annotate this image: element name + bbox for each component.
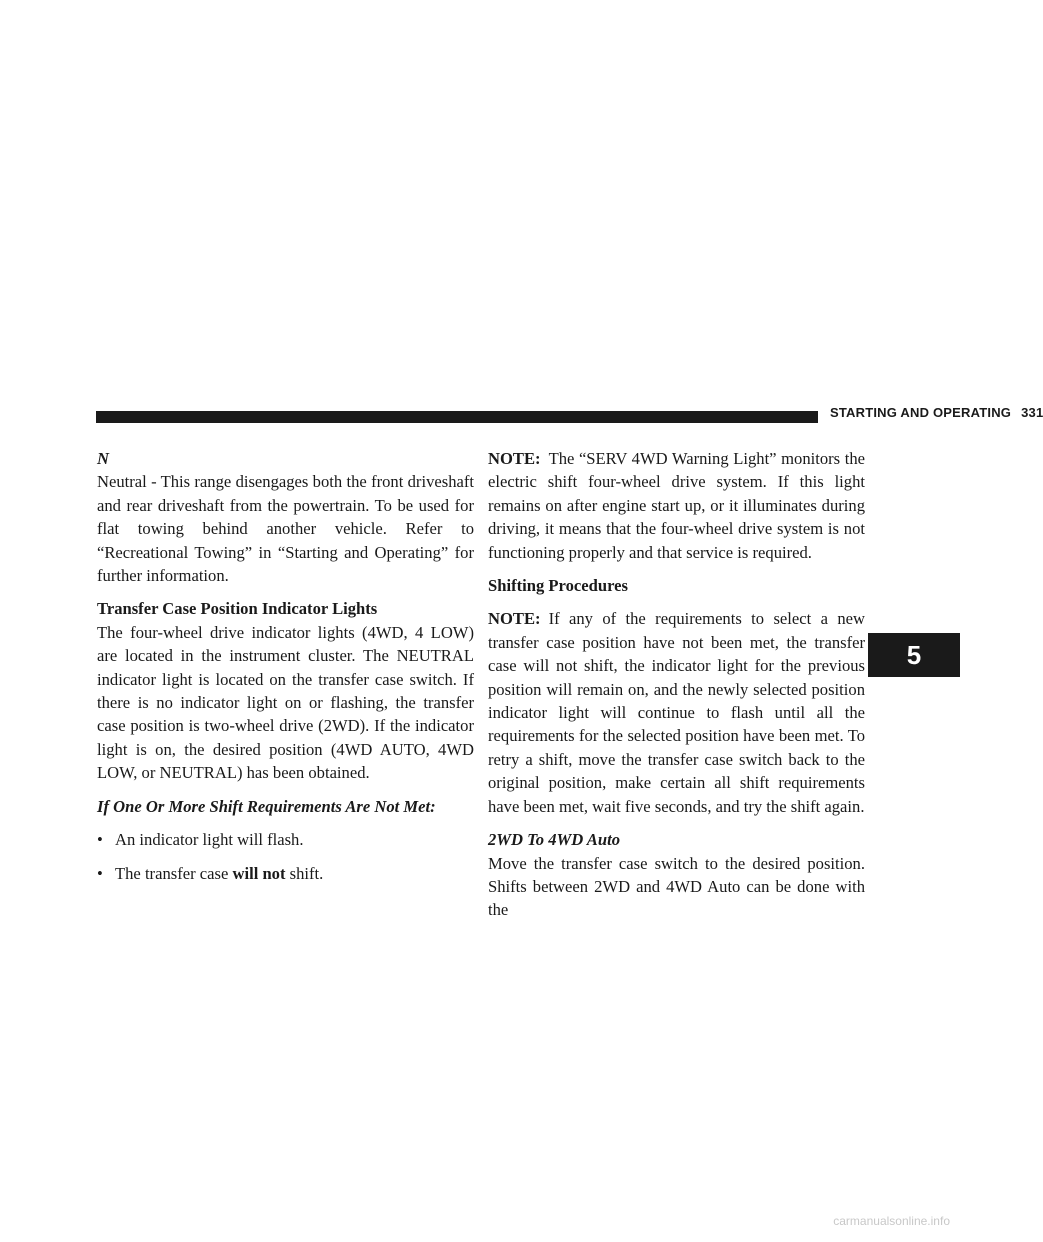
chapter-tab: 5 [868, 633, 960, 677]
unmet-requirements-heading: If One Or More Shift Requirements Are Not Met: [97, 796, 436, 816]
bullet-text-emphasis: will not [232, 863, 286, 883]
neutral-paragraph: Neutral - This range disengages both the front driveshaft and rear driveshaft from the powertrain. To be used for flat towing behind another vehicle. Refer to “Recreational Towing” in “Starting and Operating” for further information. [97, 472, 474, 586]
watermark: carmanualsonline.info [833, 1214, 950, 1228]
bullet-icon: • [97, 830, 103, 850]
running-header [830, 405, 1043, 420]
shifting-note [488, 607, 865, 818]
bullet-text-suffix: shift. [285, 863, 324, 883]
serv-4wd-note [488, 447, 865, 564]
note-label: NOTE: [488, 449, 541, 468]
bullet-text-prefix: The transfer case [115, 863, 233, 883]
bullet-text: An indicator light will flash. [115, 830, 304, 850]
note-text: The “SERV 4WD Warning Light” monitors the electric shift four-wheel drive system. If this light remains on after engine start up, or it illuminates during driving, it means that the four-wheel drive system is not functioning properly and that service is required. [488, 449, 865, 562]
list-item [97, 862, 474, 885]
bullet-icon: • [97, 863, 103, 883]
left-column [97, 447, 474, 895]
note-label: NOTE: [488, 609, 541, 629]
note-text: If any of the requirements to select a new transfer case position have not been met, the transfer case will not shift, the indicator light for the previous position will remain on, and the newly selected position indicator light will continue to flash until all the requirements for the selected position have been met. To retry a shift, move the transfer case switch back to the original position, make certain all shift requirements have been met, wait five seconds, and try the shift again. [488, 609, 865, 816]
unmet-requirements-list [97, 828, 474, 885]
neutral-heading: N [97, 449, 109, 468]
right-column [488, 447, 865, 922]
shifting-procedures-heading: Shifting Procedures [488, 576, 628, 596]
2wd-to-4wd-auto-heading: 2WD To 4WD Auto [488, 830, 621, 850]
section-title: STARTING AND OPERATING [830, 405, 1012, 420]
list-item [97, 828, 474, 851]
indicator-lights-heading: Transfer Case Position Indicator Lights [97, 599, 378, 619]
page-number: 331 [1021, 405, 1043, 420]
header-rule [96, 411, 818, 423]
2wd-to-4wd-auto-paragraph: Move the transfer case switch to the desired position. Shifts between 2WD and 4WD Auto can be done with the [488, 853, 865, 920]
indicator-lights-paragraph: The four-wheel drive indicator lights (4WD, 4 LOW) are located in the instrument cluster. The NEUTRAL indicator light is located on the transfer case switch. If there is no indicator light on or flashing, the transfer case position is two-wheel drive (2WD). If the indicator light is on, the desired position (4WD AUTO, 4WD LOW, or NEUTRAL) has been obtained. [97, 622, 474, 783]
